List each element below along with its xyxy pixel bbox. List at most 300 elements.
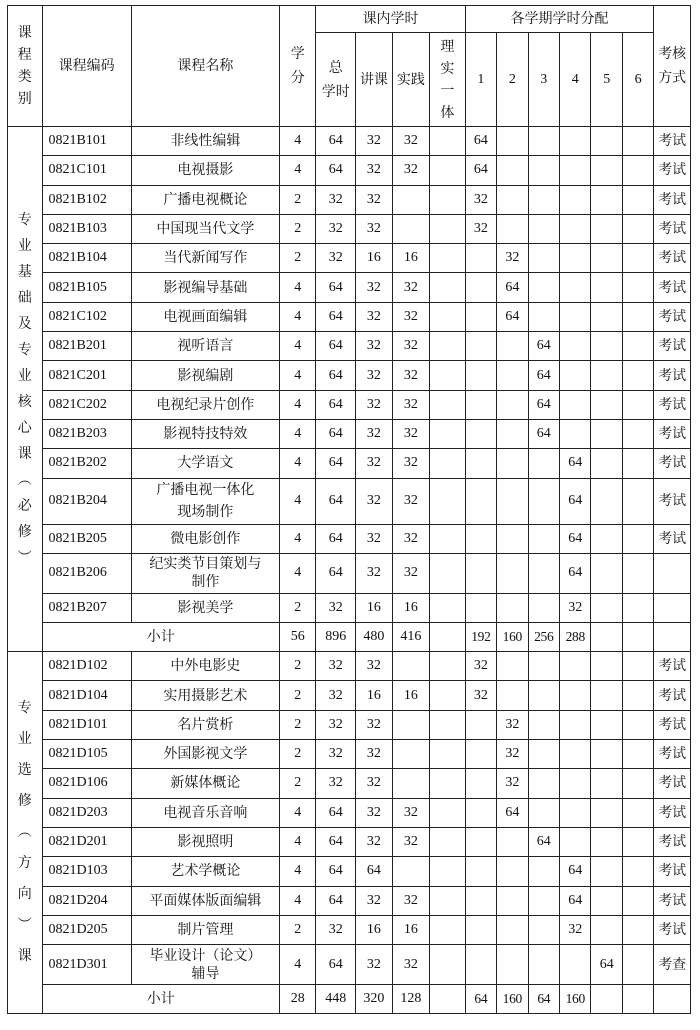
semester-1-hours [465,886,496,915]
semester-1-hours [465,419,496,448]
semester-4-hours: 64 [560,857,591,886]
semester-4-hours [560,361,591,390]
table-body [8,127,691,1014]
semester-1-hours [465,915,496,944]
course-total-hours: 64 [316,332,356,361]
assessment-method: 考试 [654,915,691,944]
course-name: 广播电视概论 [131,185,279,214]
table-row [8,593,691,622]
course-total-hours: 64 [316,857,356,886]
course-code: 0821B207 [42,593,131,622]
semester-5-hours [591,390,622,419]
course-code: 0821B203 [42,419,131,448]
semester-5-hours [591,478,622,524]
semester-2-hours [497,419,528,448]
course-practice-hours [392,214,430,243]
table-row [8,449,691,478]
assessment-method: 考试 [654,449,691,478]
semester-2-hours [497,681,528,710]
subtotal-total-hours: 896 [316,623,356,652]
assessment-method: 考试 [654,524,691,553]
course-name: 非线性编辑 [131,127,279,156]
table-row [8,798,691,827]
semester-4-hours [560,681,591,710]
table-row [8,302,691,331]
course-practice-hours [392,857,430,886]
course-credits: 2 [279,244,316,273]
semester-6-hours [622,857,653,886]
table-row [8,857,691,886]
course-name: 制片管理 [131,915,279,944]
course-practice-hours: 32 [392,524,430,553]
header-semester-dist: 各学期学时分配 [465,6,654,33]
table-row [8,769,691,798]
subtotal-semester-2: 160 [497,623,528,652]
semester-2-hours [497,478,528,524]
course-code: 0821D205 [42,915,131,944]
assessment-method: 考试 [654,332,691,361]
course-credits: 4 [279,302,316,331]
course-credits: 2 [279,915,316,944]
course-lecture-hours: 32 [356,214,393,243]
course-total-hours: 64 [316,827,356,856]
semester-6-hours [622,553,653,593]
course-lecture-hours: 32 [356,652,393,681]
course-total-hours: 64 [316,302,356,331]
assessment-method: 考试 [654,886,691,915]
assessment-method: 考试 [654,127,691,156]
subtotal-practice-hours: 128 [392,985,430,1014]
table-row [8,652,691,681]
semester-5-hours [591,827,622,856]
assessment-method: 考试 [654,156,691,185]
course-credits: 2 [279,769,316,798]
semester-1-hours: 32 [465,185,496,214]
semester-6-hours [622,915,653,944]
course-integrated-hours [430,127,466,156]
course-name: 影视照明 [131,827,279,856]
semester-4-hours [560,769,591,798]
semester-2-hours [497,156,528,185]
course-code: 0821D101 [42,710,131,739]
header-credits: 学 分 [279,6,316,127]
semester-4-hours [560,798,591,827]
table-row [8,244,691,273]
header-integrated: 理 实 一 体 [430,33,466,127]
course-total-hours: 32 [316,652,356,681]
semester-3-hours [528,524,559,553]
semester-1-hours [465,740,496,769]
assessment-method: 考试 [654,857,691,886]
semester-1-hours [465,857,496,886]
semester-2-hours [497,332,528,361]
semester-4-hours [560,332,591,361]
semester-3-hours [528,915,559,944]
semester-4-hours [560,244,591,273]
semester-1-hours [465,593,496,622]
course-integrated-hours [430,857,466,886]
course-code: 0821B202 [42,449,131,478]
assessment-method: 考试 [654,390,691,419]
semester-3-hours [528,244,559,273]
subtotal-semester-2: 160 [497,985,528,1014]
subtotal-row [8,985,691,1014]
course-total-hours: 64 [316,361,356,390]
table-row [8,886,691,915]
semester-3-hours [528,156,559,185]
course-name: 当代新闻写作 [131,244,279,273]
semester-3-hours [528,769,559,798]
semester-1-hours [465,273,496,302]
course-integrated-hours [430,478,466,524]
course-integrated-hours [430,710,466,739]
subtotal-semester-3: 256 [528,623,559,652]
semester-1-hours: 64 [465,156,496,185]
semester-6-hours [622,740,653,769]
semester-5-hours [591,710,622,739]
semester-5-hours [591,332,622,361]
semester-1-hours [465,798,496,827]
course-total-hours: 64 [316,478,356,524]
semester-6-hours [622,244,653,273]
semester-5-hours [591,185,622,214]
assessment-method: 考试 [654,827,691,856]
semester-2-hours: 32 [497,769,528,798]
header-category: 课 程 类 别 [8,6,43,127]
semester-6-hours [622,652,653,681]
course-practice-hours: 16 [392,915,430,944]
course-total-hours: 32 [316,244,356,273]
semester-5-hours [591,857,622,886]
semester-4-hours: 64 [560,553,591,593]
course-name: 广播电视一体化 现场制作 [131,478,279,524]
course-credits: 4 [279,449,316,478]
course-name: 影视特技特效 [131,419,279,448]
assessment-method: 考试 [654,710,691,739]
semester-4-hours [560,740,591,769]
course-lecture-hours: 32 [356,945,393,985]
course-integrated-hours [430,332,466,361]
semester-6-hours [622,945,653,985]
semester-3-hours [528,214,559,243]
course-code: 0821D203 [42,798,131,827]
course-practice-hours: 32 [392,332,430,361]
semester-6-hours [622,419,653,448]
course-name: 大学语文 [131,449,279,478]
course-practice-hours: 32 [392,361,430,390]
course-lecture-hours: 16 [356,593,393,622]
course-lecture-hours: 16 [356,681,393,710]
course-name: 电视音乐音响 [131,798,279,827]
course-integrated-hours [430,524,466,553]
course-integrated-hours [430,419,466,448]
header-assessment: 考核 方式 [654,6,691,127]
course-code: 0821D102 [42,652,131,681]
course-credits: 4 [279,127,316,156]
course-lecture-hours: 16 [356,915,393,944]
course-code: 0821D104 [42,681,131,710]
course-code: 0821B103 [42,214,131,243]
course-total-hours: 64 [316,419,356,448]
table-row [8,553,691,593]
table-row [8,945,691,985]
semester-1-hours [465,945,496,985]
course-practice-hours: 32 [392,449,430,478]
semester-1-hours [465,244,496,273]
course-credits: 2 [279,214,316,243]
course-practice-hours: 32 [392,273,430,302]
course-integrated-hours [430,156,466,185]
table-row [8,524,691,553]
assessment-method: 考试 [654,478,691,524]
semester-3-hours [528,710,559,739]
course-credits: 4 [279,332,316,361]
header-semester-2: 2 [497,33,528,127]
semester-4-hours: 32 [560,593,591,622]
semester-6-hours [622,156,653,185]
subtotal-semester-6 [622,623,653,652]
course-practice-hours: 16 [392,593,430,622]
header-semester-1: 1 [465,33,496,127]
course-total-hours: 64 [316,449,356,478]
semester-4-hours [560,273,591,302]
semester-4-hours: 64 [560,524,591,553]
course-practice-hours [392,185,430,214]
course-total-hours: 32 [316,740,356,769]
course-lecture-hours: 32 [356,740,393,769]
header-name: 课程名称 [131,6,279,127]
assessment-method: 考试 [654,740,691,769]
course-credits: 2 [279,593,316,622]
semester-3-hours [528,553,559,593]
semester-6-hours [622,361,653,390]
assessment-method [654,553,691,593]
header-inclass-hours: 课内学时 [316,6,465,33]
header-total: 总 学时 [316,33,356,127]
course-practice-hours: 32 [392,553,430,593]
semester-3-hours [528,593,559,622]
assessment-method: 考查 [654,945,691,985]
table-row [8,361,691,390]
semester-2-hours [497,945,528,985]
course-credits: 2 [279,185,316,214]
assessment-method: 考试 [654,302,691,331]
course-name: 电视纪录片创作 [131,390,279,419]
course-credits: 4 [279,886,316,915]
semester-6-hours [622,390,653,419]
course-name: 微电影创作 [131,524,279,553]
header-semester-3: 3 [528,33,559,127]
course-integrated-hours [430,740,466,769]
subtotal-semester-5 [591,623,622,652]
course-name: 影视美学 [131,593,279,622]
semester-6-hours [622,214,653,243]
course-credits: 4 [279,857,316,886]
table-row [8,332,691,361]
course-lecture-hours: 32 [356,332,393,361]
semester-4-hours [560,185,591,214]
semester-5-hours [591,593,622,622]
course-name: 中外电影史 [131,652,279,681]
semester-4-hours [560,214,591,243]
header-lecture: 讲课 [356,33,393,127]
course-name: 艺术学概论 [131,857,279,886]
course-integrated-hours [430,681,466,710]
course-name: 影视编剧 [131,361,279,390]
assessment-method: 考试 [654,361,691,390]
semester-5-hours [591,419,622,448]
course-total-hours: 64 [316,524,356,553]
course-name: 毕业设计（论文） 辅导 [131,945,279,985]
course-practice-hours: 32 [392,886,430,915]
semester-5-hours [591,302,622,331]
course-integrated-hours [430,449,466,478]
semester-6-hours [622,127,653,156]
course-code: 0821B101 [42,127,131,156]
semester-6-hours [622,273,653,302]
course-integrated-hours [430,390,466,419]
semester-6-hours [622,769,653,798]
semester-1-hours [465,478,496,524]
header-semester-4: 4 [560,33,591,127]
course-code: 0821D103 [42,857,131,886]
subtotal-semester-4: 160 [560,985,591,1014]
header-code: 课程编码 [42,6,131,127]
course-practice-hours [392,710,430,739]
semester-5-hours [591,524,622,553]
semester-5-hours [591,740,622,769]
subtotal-credits: 56 [279,623,316,652]
course-integrated-hours [430,553,466,593]
category-cell: 专 业 基 础 及 专 业 核 心 课 ︵ 必 修 ︶ [8,127,43,652]
semester-1-hours: 32 [465,214,496,243]
semester-1-hours: 32 [465,681,496,710]
semester-5-hours [591,886,622,915]
course-code: 0821B105 [42,273,131,302]
semester-5-hours [591,244,622,273]
course-lecture-hours: 32 [356,361,393,390]
course-credits: 4 [279,273,316,302]
table-row [8,740,691,769]
course-practice-hours [392,769,430,798]
course-code: 0821B205 [42,524,131,553]
semester-4-hours: 64 [560,886,591,915]
table-row [8,681,691,710]
semester-4-hours [560,945,591,985]
course-code: 0821B201 [42,332,131,361]
semester-2-hours [497,449,528,478]
semester-2-hours [497,553,528,593]
semester-2-hours [497,886,528,915]
header-semester-5: 5 [591,33,622,127]
course-code: 0821C101 [42,156,131,185]
table-row [8,827,691,856]
course-practice-hours: 32 [392,419,430,448]
semester-4-hours: 32 [560,915,591,944]
course-credits: 2 [279,652,316,681]
course-practice-hours [392,740,430,769]
course-integrated-hours [430,798,466,827]
course-total-hours: 32 [316,214,356,243]
semester-1-hours [465,769,496,798]
course-code: 0821D204 [42,886,131,915]
course-practice-hours [392,652,430,681]
course-total-hours: 64 [316,156,356,185]
semester-4-hours [560,156,591,185]
course-integrated-hours [430,273,466,302]
semester-1-hours: 64 [465,127,496,156]
semester-6-hours [622,681,653,710]
course-total-hours: 64 [316,390,356,419]
course-total-hours: 64 [316,553,356,593]
semester-5-hours [591,553,622,593]
course-credits: 2 [279,740,316,769]
course-name: 实用摄影艺术 [131,681,279,710]
course-credits: 4 [279,524,316,553]
header-practice: 实践 [392,33,430,127]
semester-3-hours: 64 [528,419,559,448]
course-integrated-hours [430,915,466,944]
semester-2-hours: 32 [497,710,528,739]
course-name: 平面媒体版面编辑 [131,886,279,915]
semester-3-hours [528,449,559,478]
subtotal-semester-1: 64 [465,985,496,1014]
curriculum-table [7,5,691,1014]
course-name: 影视编导基础 [131,273,279,302]
semester-4-hours: 64 [560,449,591,478]
course-name: 外国影视文学 [131,740,279,769]
course-credits: 4 [279,361,316,390]
course-practice-hours: 32 [392,156,430,185]
semester-2-hours [497,127,528,156]
semester-2-hours [497,593,528,622]
semester-1-hours [465,332,496,361]
course-lecture-hours: 32 [356,798,393,827]
course-total-hours: 64 [316,945,356,985]
course-total-hours: 32 [316,593,356,622]
semester-1-hours [465,710,496,739]
course-total-hours: 64 [316,273,356,302]
subtotal-total-hours: 448 [316,985,356,1014]
course-practice-hours: 32 [392,945,430,985]
semester-3-hours [528,302,559,331]
semester-2-hours: 64 [497,273,528,302]
course-integrated-hours [430,361,466,390]
course-practice-hours: 32 [392,302,430,331]
course-name: 视听语言 [131,332,279,361]
semester-3-hours: 64 [528,361,559,390]
semester-3-hours [528,127,559,156]
table-row [8,915,691,944]
course-lecture-hours: 32 [356,710,393,739]
course-total-hours: 32 [316,710,356,739]
semester-6-hours [622,524,653,553]
course-lecture-hours: 32 [356,419,393,448]
course-lecture-hours: 32 [356,886,393,915]
course-practice-hours: 32 [392,827,430,856]
course-integrated-hours [430,886,466,915]
assessment-method: 考试 [654,185,691,214]
subtotal-lecture-hours: 480 [356,623,393,652]
semester-3-hours [528,185,559,214]
semester-6-hours [622,798,653,827]
subtotal-credits: 28 [279,985,316,1014]
semester-1-hours [465,553,496,593]
subtotal-semester-4: 288 [560,623,591,652]
table-row [8,127,691,156]
semester-1-hours [465,361,496,390]
subtotal-semester-6 [622,985,653,1014]
